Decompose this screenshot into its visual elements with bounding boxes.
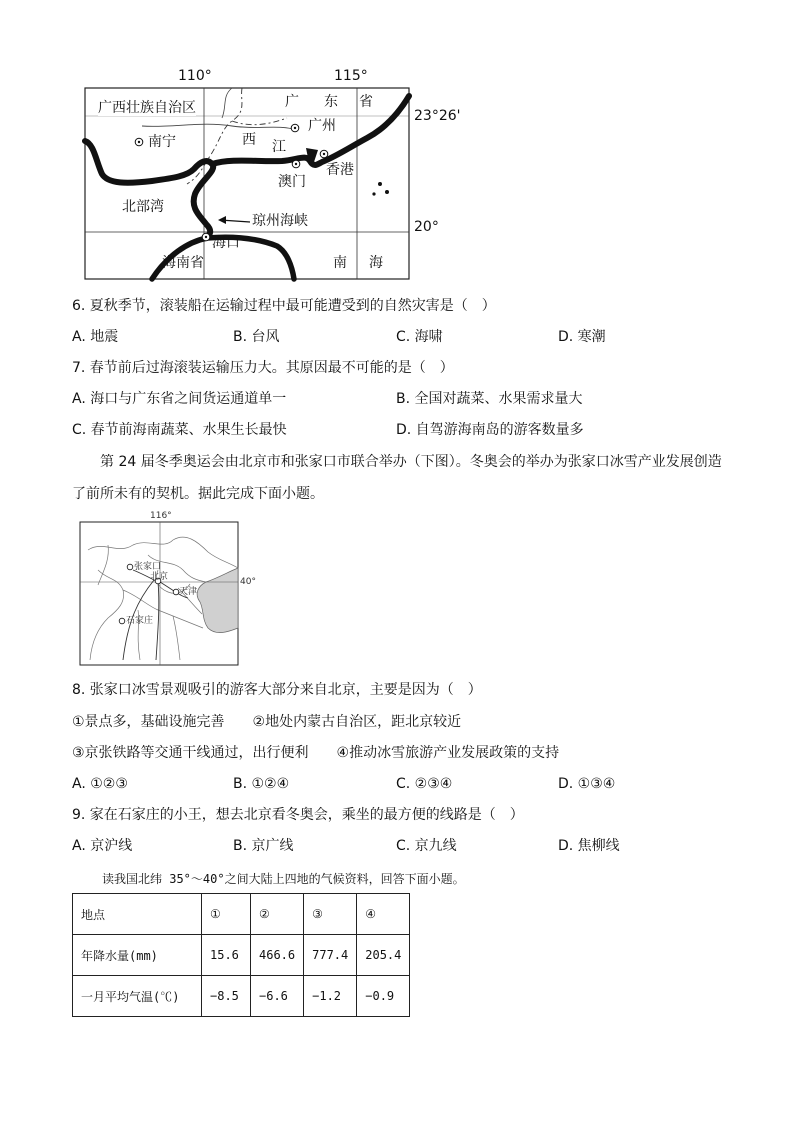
table-cell: −0.9 [357, 976, 410, 1017]
guangdong-label-1: 广 [285, 94, 299, 110]
question-8-items-2: ③京张铁路等交通干线通过，出行便利 ④推动冰雪旅游产业发展政策的支持 [72, 745, 560, 761]
lon-116-label: 116° [150, 511, 172, 521]
question-6-option-c[interactable]: C. 海啸 [396, 329, 443, 345]
hai-label: 海 [369, 255, 383, 271]
map-beijing-region-drawing [78, 510, 268, 668]
question-6-stem: 6. 夏秋季节，滚装船在运输过程中最可能遭受到的自然灾害是（ ） [72, 298, 496, 314]
table-cell: −8.5 [202, 976, 251, 1017]
question-8-option-b[interactable]: B. ①②④ [233, 776, 290, 792]
shijiazhuang-label: 石家庄 [126, 616, 154, 626]
table-cell: −6.6 [251, 976, 304, 1017]
guangxi-label: 广西壮族自治区 [98, 100, 196, 116]
question-8-option-c[interactable]: C. ②③④ [396, 776, 453, 792]
table-cell: −1.2 [304, 976, 357, 1017]
guangdong-label-2: 东 [324, 94, 338, 110]
question-7-option-a[interactable]: A. 海口与广东省之间货运通道单一 [72, 391, 287, 407]
map-guangdong-hainan [82, 66, 462, 284]
question-8-stem: 8. 张家口冰雪景观吸引的游客大部分来自北京，主要是因为（ ） [72, 682, 482, 698]
table-cell: 205.4 [357, 935, 410, 976]
hongkong-label: 香港 [326, 162, 354, 178]
question-6-option-d[interactable]: D. 寒潮 [558, 329, 606, 345]
table-cell: 年降水量(mm) [73, 935, 202, 976]
macau-label: 澳门 [278, 174, 306, 190]
tianjin-label: 天津 [179, 587, 198, 597]
guangdong-label-3: 省 [359, 94, 373, 110]
question-7-option-c[interactable]: C. 春节前海南蔬菜、水果生长最快 [72, 422, 287, 438]
question-8-option-a[interactable]: A. ①②③ [72, 776, 128, 792]
qiongzhou-label: 琼州海峡 [252, 213, 308, 229]
table-cell: 777.4 [304, 935, 357, 976]
passage-climate-intro: 读我国北纬 35°～40°之间大陆上四地的气候资料，回答下面小题。 [102, 872, 465, 886]
guangzhou-label: 广州 [308, 118, 336, 134]
question-7-stem: 7. 春节前后过海滚装运输压力大。其原因最不可能的是（ ） [72, 360, 454, 376]
question-9-option-c[interactable]: C. 京九线 [396, 838, 457, 854]
table-cell: 15.6 [202, 935, 251, 976]
haikou-label: 海口 [212, 235, 240, 251]
lon-115-label: 115° [334, 68, 368, 84]
question-6-option-a[interactable]: A. 地震 [72, 329, 119, 345]
table-header-cell: 地点 [73, 894, 202, 935]
map-guangdong-hainan-drawing [82, 66, 462, 284]
table-header-cell: ② [251, 894, 304, 935]
lat-20-label: 20° [414, 219, 439, 235]
map-beijing-region [78, 510, 268, 668]
hainan-label: 海南省 [162, 255, 204, 271]
table-header-cell: ③ [304, 894, 357, 935]
table-row [73, 976, 410, 1017]
nan-label: 南 [333, 255, 347, 271]
table-header-cell: ① [202, 894, 251, 935]
question-9-option-b[interactable]: B. 京广线 [233, 838, 294, 854]
table-cell: 一月平均气温(℃) [73, 976, 202, 1017]
beibuwan-label: 北部湾 [122, 199, 164, 215]
table-row [73, 935, 410, 976]
question-9-option-d[interactable]: D. 焦柳线 [558, 838, 620, 854]
lat-23-label: 23°26' [414, 108, 461, 124]
question-8-option-d[interactable]: D. ①③④ [558, 776, 616, 792]
zhangjiakou-label: 张家口 [134, 562, 162, 572]
question-7-option-b[interactable]: B. 全国对蔬菜、水果需求量大 [396, 391, 583, 407]
passage-winter-olympics: 第 24 届冬季奥运会由北京市和张家口市联合举办（下图）。冬奥会的举办为张家口冰雪产业发展创造了前所未有的契机。据此完成下面小题。 [72, 454, 722, 502]
question-8-items-1: ①景点多，基础设施完善 ②地处内蒙古自治区，距北京较近 [72, 714, 462, 730]
jiang-label: 江 [272, 139, 286, 155]
question-9-option-a[interactable]: A. 京沪线 [72, 838, 133, 854]
table-header-cell: ④ [357, 894, 410, 935]
climate-table [72, 893, 410, 1017]
lat-40-label: 40° [240, 577, 256, 587]
table-header-row [73, 894, 410, 935]
question-6-option-b[interactable]: B. 台风 [233, 329, 280, 345]
question-7-option-d[interactable]: D. 自驾游海南岛的游客数量多 [396, 422, 584, 438]
nanning-label: 南宁 [148, 134, 176, 150]
table-cell: 466.6 [251, 935, 304, 976]
beijing-label: 北京 [150, 572, 169, 582]
lon-110-label: 110° [178, 68, 212, 84]
xi-label: 西 [242, 132, 256, 148]
question-9-stem: 9. 家在石家庄的小王，想去北京看冬奥会，乘坐的最方便的线路是（ ） [72, 807, 524, 823]
